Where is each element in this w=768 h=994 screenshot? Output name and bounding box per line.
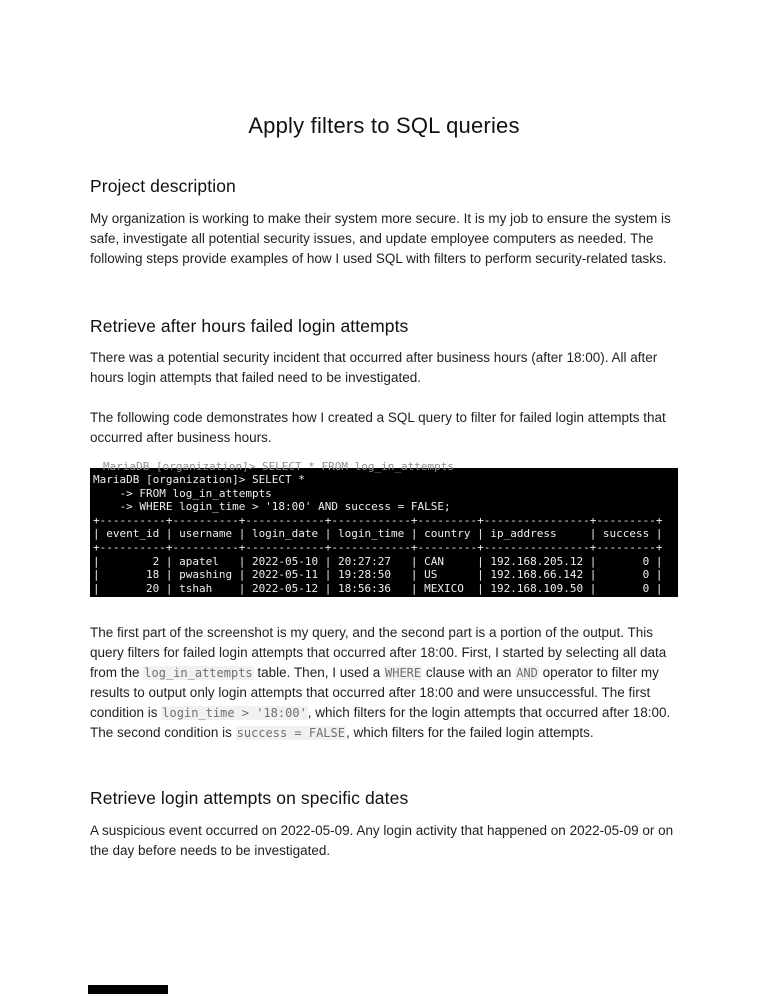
terminal-line: MariaDB [organization]> SELECT *: [93, 473, 305, 486]
paragraph-text: , which filters for the login attempts that occurred after 18:00. The second condition is: [90, 705, 671, 740]
heading-after-hours-failed-logins: Retrieve after hours failed login attempts: [90, 316, 409, 336]
terminal-line: +----------+----------+------------+------------+---------+----------------+---------+: [93, 513, 663, 527]
sql-terminal-screenshot: [90, 460, 678, 597]
paragraph-text: operator to filter my results to output only login attempts that occurred after 18:00 and were unsuccessful. The first condition is: [90, 665, 659, 720]
terminal-line: -> FROM log_in_attempts: [93, 486, 272, 500]
terminal-line: | 2 | apatel | 2022-05-10 | 20:27:27 | CAN | 192.168.205.12 | 0 |: [93, 554, 663, 568]
paragraph-text: , which filters for the failed login attempts.: [345, 725, 594, 740]
inline-code-token: WHERE: [385, 666, 422, 680]
paragraph-project-description: My organization is working to make their system more secure. It is my job to ensure the system is safe, investigate all potential security issues, and update employee computers as needed. The following steps provide examples of how I used SQL with filters to perform security-related tasks.: [90, 211, 671, 266]
page-title: Apply filters to SQL queries: [248, 113, 520, 138]
next-screenshot-cropped-edge: [88, 985, 168, 994]
terminal-cropped-top-line: MariaDB [organization]> SELECT * FROM log_in_attempts: [103, 460, 454, 473]
paragraph-text: The first part of the screenshot is my query, and the second part is a portion of the output. This query filters for failed login attempts that occurred after 18:00. First, I started by selecting all data from the: [90, 625, 667, 680]
paragraph-incident-description: There was a potential security incident that occurred after business hours (after 18:00). All after hours login attempts that failed need to be investigated.: [90, 350, 658, 385]
terminal-line: | event_id | username | login_date | login_time | country | ip_address | success |: [93, 527, 663, 541]
inline-code-token: AND: [516, 666, 538, 680]
terminal-line: | 18 | pwashing | 2022-05-11 | 19:28:50 | US | 192.168.66.142 | 0 |: [93, 568, 663, 582]
heading-project-description: Project description: [90, 176, 236, 196]
inline-code-token: login_time > '18:00': [162, 706, 307, 720]
inline-code-token: success = FALSE: [236, 726, 345, 740]
terminal-line: -> WHERE login_time > '18:00' AND success = FALSE;: [93, 500, 451, 514]
terminal-output: [93, 473, 678, 595]
inline-code-token: log_in_attempts: [144, 666, 253, 680]
terminal-line: | 20 | tshah | 2022-05-12 | 18:56:36 | MEXICO | 192.168.109.50 | 0 |: [93, 581, 663, 595]
paragraph-text: table. Then, I used a: [253, 665, 384, 680]
terminal-line: +----------+----------+------------+------------+---------+----------------+---------+: [93, 540, 663, 554]
paragraph-text: clause with an: [422, 665, 516, 680]
heading-specific-dates: Retrieve login attempts on specific dates: [90, 788, 409, 808]
paragraph-code-intro: The following code demonstrates how I created a SQL query to filter for failed login attempts that occurred after business hours.: [90, 410, 666, 445]
paragraph-suspicious-event: A suspicious event occurred on 2022-05-09. Any login activity that happened on 2022-05-09 or on the day before needs to be investigated.: [90, 823, 674, 858]
paragraph-query-analysis: [90, 623, 684, 743]
